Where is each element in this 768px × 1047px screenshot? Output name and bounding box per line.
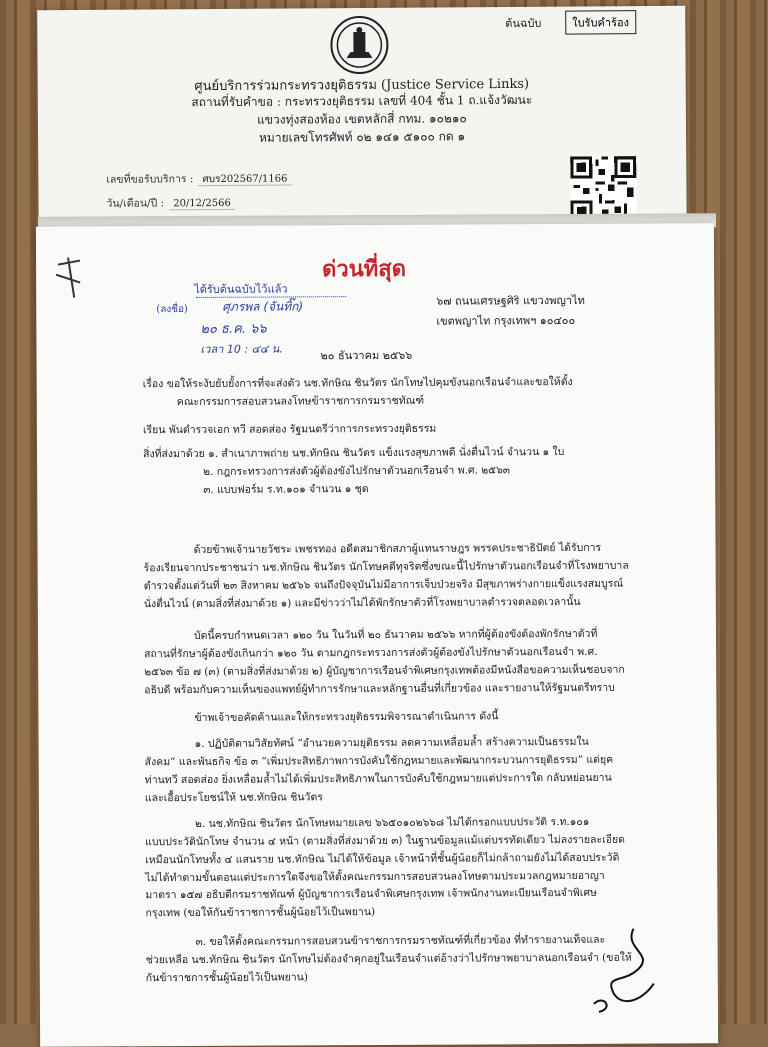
r1-line-3: ท่านทวี สอดส่อง ยิ่งเหลื่อมล้ำไม่ได้เพิ่มประสิทธิภาพในการบังคับใช้กฎหมายแต่ประการใด กลับหย่อนยาน bbox=[144, 771, 612, 786]
addressee: เรียน พันตำรวจเอก ทวี สอดส่อง รัฐมนตรีว่าการกระทรวงยุติธรรม bbox=[142, 422, 437, 437]
sender-address-1: ๖๗ ถนนเศรษฐศิริ แขวงพญาไท bbox=[436, 293, 585, 308]
service-number-row bbox=[106, 166, 291, 187]
date-label: วัน/เดือน/ปี : bbox=[106, 197, 165, 210]
receipt-address-1: สถานที่รับคำขอ : กระทรวงยุติธรรม เลขที่ 404 ชั้น 1 ถ.แจ้งวัฒนะ bbox=[191, 92, 533, 110]
receipt-address-2: แขวงทุ่งสองห้อง เขตหลักสี่ กทม. ๑๐๒๑๐ bbox=[257, 111, 467, 127]
r2-line-4: ไม่ได้ทำตามขั้นตอนแต่ประการใดจึงขอให้ตั้งคณะกรรมการสอบสวนลงโทษตามประมวลกฎหมายอาญา bbox=[145, 869, 605, 884]
r3-line-2: ช่วยเหลือ นช.ทักษิณ ชินวัตร นักโทษไม่ต้องจำคุกอยู่ในเรือนจำแต่อ้างว่าไปรักษาพยาบาลนอกเรือนจำ (ขอให้ bbox=[145, 951, 632, 967]
r2-line-2: แบบประวัตินักโทษ จำนวน ๔ หน้า (ตามสิ่งที่ส่งมาด้วย ๓) ในฐานข้อมูลแม้แต่บรรทัดเดียว ไม่ลงรายละเอียด bbox=[145, 833, 625, 849]
subject-line-2: คณะกรรมการสอบสวนลงโทษข้าราชการกรมราชทัณฑ์ bbox=[176, 394, 425, 408]
signature-icon bbox=[584, 924, 664, 1014]
p1-line-2: ร้องเรียนจากประชาชนว่า นช.ทักษิณ ชินวัตร นักโทษคดีทุจริตซึ่งขณะนี้ไปรักษาตัวนอกเรือนจำที่โรงพยาบาล bbox=[143, 559, 629, 575]
request-item-1 bbox=[145, 733, 695, 807]
received-stamp-date: ๒๐ ธ.ค. ๖๖ bbox=[200, 321, 267, 337]
receipt-title: ศูนย์บริการร่วมกระทรวงยุติธรรม (Justice Service Links) bbox=[194, 76, 530, 95]
date-row bbox=[106, 191, 234, 212]
enclosure-3: ๓. แบบฟอร์ม ร.ท.๑๐๑ จำนวน ๑ ชุด bbox=[203, 482, 369, 496]
p1-line-4: นั่งตื่นไวน์ (ตามสิ่งที่ส่งมาด้วย ๑) และมีข่าวว่าไม่ได้พักรักษาตัวที่โรงพยาบาลตำรวจตลอดเวลานั้น bbox=[143, 595, 581, 610]
p1-line-1: ด้วยข้าพเจ้านายวัชระ เพชรทอง อดีตสมาชิกสภาผู้แทนราษฎร พรรคประชาธิปัตย์ ได้รับการ bbox=[193, 541, 602, 556]
p2-line-4: อธิบดี พร้อมกับความเห็นของแพทย์ผู้ทำการรักษาและหลักฐานอื่นที่เกี่ยวข้อง และรายงานให้รัฐมนตรีทราบ bbox=[144, 681, 615, 696]
r1-line-2: สังคม” และพันธกิจ ข้อ ๓ “เพิ่มประสิทธิภาพการบังคับใช้กฎหมายและพัฒนากระบวนการยุติธรรม” แต่ยุค bbox=[144, 753, 614, 769]
p2-line-3: ๒๕๖๓ ข้อ ๗ (๓) (ตามสิ่งที่ส่งมาด้วย ๒) ผู้บัญชาการเรือนจำพิเศษกรุงเทพต้องมีหนังสือขอความเห็นชอบจาก bbox=[144, 663, 625, 678]
r2-line-1: ๒. นช.ทักษิณ ชินวัตร นักโทษหมายเลข ๖๖๕๐๑๐๒๖๖๘ ไม่ได้กรอกแบบประวัติ ร.ท.๑๐๑ bbox=[194, 815, 590, 830]
p2-line-1: บัดนี้ครบกำหนดเวลา ๑๒๐ วัน ในวันที่ ๒๐ ธันวาคม ๒๕๖๖ หากที่ผู้ต้องขังต้องพักรักษาตัวที่ bbox=[193, 627, 598, 642]
seal-emblem bbox=[332, 18, 386, 72]
r1-line-1: ๑. ปฏิบัติตามวิสัยทัศน์ “อำนวยความยุติธรรม ลดความเหลื่อมล้ำ สร้างความเป็นธรรมใน bbox=[194, 735, 589, 750]
original-copy-label: ต้นฉบับ bbox=[505, 16, 542, 30]
request-intro: ข้าพเจ้าขอคัดค้านและให้กระทรวงยุติธรรมพิจารณาดำเนินการ ดังนี้ bbox=[194, 710, 499, 724]
receipt-phone: หมายเลขโทรศัพท์ ๐๒ ๑๔๑ ๕๑๐๐ กด ๑ bbox=[258, 129, 466, 145]
r2-line-3: เหมือนนักโทษทั้ง ๔ แสนราย นช.ทักษิณ ไม่ได้ให้ข้อมูล เจ้าหน้าที่ชั้นผู้น้อยก็ไม่กล้าถามยังไม่ได้สอบประวัติ bbox=[145, 851, 620, 866]
letter-sheet bbox=[36, 223, 718, 1047]
enclosure-1: สิ่งที่ส่งมาด้วย ๑. สำเนาภาพถ่าย นช.ทักษิณ ชินวัตร แข็งแรงสุขภาพดี นั่งตื่นไวน์ จำนวน ๑ ใบ bbox=[143, 446, 565, 461]
request-item-2 bbox=[145, 813, 696, 923]
received-stamp-signer: ศุภรพล (จันทิ๊ก) bbox=[222, 299, 304, 314]
received-stamp-title: ได้รับต้นฉบับไว้แล้ว bbox=[194, 282, 288, 296]
r3-line-1: ๓. ขอให้ตั้งคณะกรรมการสอบสวนข้าราชการกรมราชทัณฑ์ที่เกี่ยวข้อง ที่ทำรายงานเท็จและ bbox=[195, 933, 606, 948]
r2-line-5: มาตรา ๑๕๗ อธิบดีกรมราชทัณฑ์ ผู้บัญชาการเรือนจำพิเศษกรุงเทพ เจ้าพนักงานทะเบียนเรือนจำพิเศษ bbox=[145, 887, 597, 902]
subject-block bbox=[143, 373, 693, 412]
service-number-value: ศบร202567/1166 bbox=[198, 173, 291, 186]
letter-date: ๒๐ ธันวาคม ๒๕๖๖ bbox=[320, 348, 413, 363]
urgent-heading: ด่วนที่สุด bbox=[322, 256, 407, 283]
ministry-seal-icon bbox=[330, 16, 388, 74]
received-stamp-sign-label: (ลงชื่อ) bbox=[156, 303, 188, 316]
enclosure-2: ๒. กฎกระทรวงการส่งตัวผู้ต้องขังไปรักษาตัวนอกเรือนจำ พ.ศ. ๒๕๖๓ bbox=[203, 464, 510, 478]
p2-line-2: สถานที่รักษาผู้ต้องขังเกินกว่า ๑๒๐ วัน ตามกฎกระทรวงการส่งตัวผู้ต้องขังไปรักษาตัวนอกเรือนจำ พ.ศ. bbox=[144, 645, 598, 661]
sender-address-2: เขตพญาไท กรุงเทพฯ ๑๐๔๐๐ bbox=[436, 313, 576, 328]
subject-line-1: เรื่อง ขอให้ระงับยับยั้งการที่จะส่งตัว นช.ทักษิณ ชินวัตร นักโทษไปคุมขังนอกเรือนจำและขอให้ตั้ง bbox=[142, 375, 573, 391]
paragraph-2 bbox=[144, 625, 694, 699]
r2-line-6: กรุงเทพ (ขอให้กันข้าราชการชั้นผู้น้อยไว้เป็นพยาน) bbox=[145, 906, 376, 920]
received-stamp-time: เวลา 10 : ๔๔ น. bbox=[200, 342, 283, 356]
r3-line-3: กันข้าราชการชั้นผู้น้อยไว้เป็นพยาน) bbox=[145, 971, 308, 984]
receipt-badge: ใบรับคำร้อง bbox=[565, 10, 636, 34]
date-value: 20/12/2566 bbox=[169, 198, 235, 210]
qr-code-icon bbox=[570, 156, 636, 222]
service-number-label: เลขที่ขอรับบริการ : bbox=[106, 173, 194, 186]
r1-line-4: และเอื้อประโยชน์ให้ นช.ทักษิณ ชินวัตร bbox=[144, 790, 323, 804]
enclosures bbox=[143, 443, 693, 499]
paragraph-1 bbox=[144, 539, 694, 613]
p1-line-3: ตำรวจตั้งแต่วันที่ ๒๓ สิงหาคม ๒๕๖๖ จนถึงปัจจุบันไม่มีอาการเจ็บป่วยจริง มีสุขภาพร่างกายแข็งแรงสมบูรณ์ bbox=[143, 577, 624, 592]
pen-mark-icon bbox=[50, 252, 90, 302]
